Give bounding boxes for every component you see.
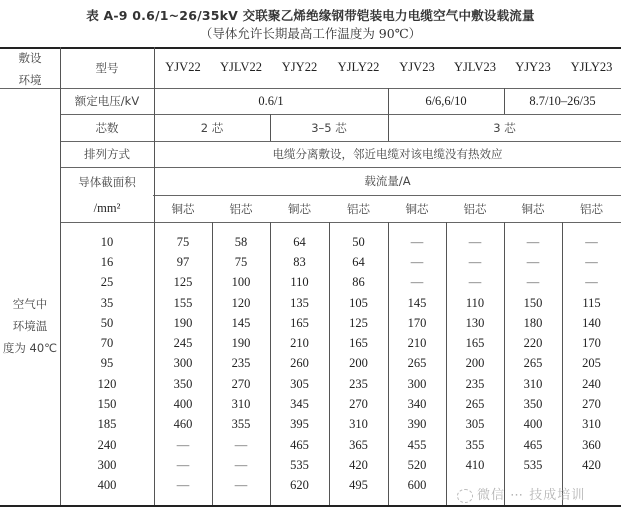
ampacity-value: 165 xyxy=(349,336,368,351)
wechat-icon xyxy=(457,489,473,503)
ampacity-value: 465 xyxy=(290,437,309,452)
ampacity-value: 235 xyxy=(349,376,368,391)
ampacity-value: 340 xyxy=(407,397,427,412)
environment-line: 度为 40℃ xyxy=(2,341,58,355)
arrangement-value: 电缆分离敷设，邻近电缆对该电缆没有热效应 xyxy=(272,147,503,161)
ampacity-value: — xyxy=(410,234,424,249)
laying-environment-header xyxy=(0,47,60,91)
conductor-material: 铝芯 xyxy=(347,201,370,216)
ampacity-value: 265 xyxy=(407,356,427,371)
ampacity-value: 105 xyxy=(349,295,368,310)
ampacity-value: 140 xyxy=(582,315,601,330)
ampacity-value: 345 xyxy=(290,397,309,412)
ampacity-value: 400 xyxy=(173,397,193,412)
ampacity-value: 495 xyxy=(349,478,368,493)
ampacity-value: 265 xyxy=(523,356,543,371)
ampacity-value: 270 xyxy=(349,397,368,412)
ampacity-value: — xyxy=(176,437,190,452)
ampacity-value: 465 xyxy=(523,437,543,452)
ampacity-value: 150 xyxy=(523,295,543,310)
model-name: YJLV22 xyxy=(220,60,262,74)
ampacity-value: 58 xyxy=(234,234,248,249)
ampacity-label: 载流量/A xyxy=(364,174,411,188)
ampacity-value: — xyxy=(585,275,598,290)
ampacity-value: 520 xyxy=(407,457,427,472)
conductor-material: 铜芯 xyxy=(521,201,545,216)
conductor-material: 铝芯 xyxy=(463,201,487,216)
label-line: 导体截面积 xyxy=(78,174,136,189)
conductor-area: 70 xyxy=(100,336,114,351)
ampacity-value: — xyxy=(526,234,540,249)
model-name: YJV23 xyxy=(399,60,435,74)
environment-line: 空气中 xyxy=(12,297,48,311)
ampacity-value: 110 xyxy=(465,295,485,310)
ampacity-value: 310 xyxy=(582,417,601,432)
conductor-area: 95 xyxy=(100,356,114,371)
ampacity-value: 400 xyxy=(523,417,543,432)
ampacity-value: 240 xyxy=(582,376,601,391)
conductor-area: 35 xyxy=(100,295,114,310)
ampacity-value: 535 xyxy=(523,457,543,472)
conductor-area: 25 xyxy=(100,275,114,290)
ampacity-value: 135 xyxy=(290,295,309,310)
rated-voltage-value: 8.7/10–26/35 xyxy=(529,93,596,108)
model-name: YJY23 xyxy=(515,60,551,74)
ampacity-value: 210 xyxy=(290,336,309,351)
ampacity-value: 86 xyxy=(352,275,365,290)
ampacity-value: 120 xyxy=(231,295,251,310)
ampacity-value: 180 xyxy=(523,315,543,330)
ampacity-value: 600 xyxy=(407,478,427,493)
environment-line: 环境温 xyxy=(12,319,48,333)
ampacity-value: 310 xyxy=(523,376,543,391)
ampacity-value: 390 xyxy=(407,417,427,432)
ampacity-value: 270 xyxy=(231,376,251,391)
model-name: YJV22 xyxy=(165,60,201,74)
ampacity-value: 260 xyxy=(290,356,309,371)
ampacity-value: 205 xyxy=(582,356,601,371)
ampacity-value: 220 xyxy=(523,336,543,351)
conductor-area: 16 xyxy=(100,254,114,269)
ampacity-value: 305 xyxy=(290,376,309,391)
ampacity-value: 110 xyxy=(290,275,309,290)
environment-condition xyxy=(0,293,60,359)
cores-value: 2 芯 xyxy=(200,120,224,135)
ampacity-value: 155 xyxy=(173,295,193,310)
ampacity-value: — xyxy=(585,254,598,269)
conductor-area: 300 xyxy=(97,457,117,472)
ampacity-value: 355 xyxy=(231,417,251,432)
model-name: YJLV23 xyxy=(454,60,496,74)
ampacity-value: 460 xyxy=(173,417,193,432)
conductor-material: 铜芯 xyxy=(405,201,429,216)
rated-voltage-value: 0.6/1 xyxy=(258,93,284,108)
ampacity-value: 190 xyxy=(231,336,251,351)
ampacity-value: 310 xyxy=(231,397,251,412)
conductor-area: 185 xyxy=(97,417,117,432)
conductor-material: 铝芯 xyxy=(229,201,253,216)
ampacity-value: 83 xyxy=(293,254,306,269)
grid-line-horizontal xyxy=(0,505,621,507)
header-label-line: 敷设 xyxy=(18,51,42,65)
ampacity-value: 170 xyxy=(407,315,427,330)
ampacity-value: 235 xyxy=(231,356,251,371)
ampacity-value: 300 xyxy=(173,356,193,371)
model-name: YJLY23 xyxy=(570,60,613,74)
ampacity-value: 75 xyxy=(234,254,248,269)
ampacity-value: 64 xyxy=(352,254,365,269)
ampacity-value: — xyxy=(176,457,190,472)
ampacity-value: — xyxy=(234,478,248,493)
ampacity-value: 235 xyxy=(465,376,485,391)
watermark-text: 微信 ⋯ 技成培训 xyxy=(477,488,586,503)
ampacity-value: — xyxy=(468,254,482,269)
ampacity-value: 145 xyxy=(407,295,427,310)
ampacity-value: 75 xyxy=(176,234,190,249)
ampacity-value: 270 xyxy=(582,397,601,412)
conductor-material: 铜芯 xyxy=(288,201,311,216)
ampacity-value: 130 xyxy=(465,315,485,330)
ampacity-value: 310 xyxy=(349,417,368,432)
ampacity-value: 420 xyxy=(349,457,368,472)
conductor-area: 150 xyxy=(97,397,117,412)
ampacity-value: — xyxy=(410,275,424,290)
table-title: 表 A-9 0.6/1~26/35kV 交联聚乙烯绝缘钢带铠装电力电缆空气中敷设载流量 xyxy=(86,8,535,23)
conductor-area: 240 xyxy=(97,437,117,452)
ampacity-value: 200 xyxy=(349,356,368,371)
ampacity-value: 190 xyxy=(173,315,193,330)
ampacity-value: 50 xyxy=(352,234,365,249)
ampacity-value: 165 xyxy=(290,315,309,330)
cores-label: 芯数 xyxy=(95,120,119,135)
ampacity-value: 300 xyxy=(407,376,427,391)
model-name: YJLY22 xyxy=(337,60,380,74)
model-name: YJY22 xyxy=(281,60,318,74)
model-header: 型号 xyxy=(95,60,119,75)
ampacity-value: — xyxy=(468,275,482,290)
ampacity-value: 165 xyxy=(465,336,485,351)
ampacity-value: 365 xyxy=(349,437,368,452)
conductor-material: 铜芯 xyxy=(171,201,195,216)
ampacity-value: 620 xyxy=(290,478,309,493)
ampacity-value: 395 xyxy=(290,417,309,432)
ampacity-value: 145 xyxy=(231,315,251,330)
ampacity-value: 305 xyxy=(465,417,485,432)
conductor-area: 10 xyxy=(100,234,114,249)
conductor-area: 400 xyxy=(97,478,117,493)
ampacity-value: 170 xyxy=(582,336,601,351)
conductor-area: 50 xyxy=(100,315,114,330)
ampacity-value: 125 xyxy=(173,275,193,290)
conductor-area: 120 xyxy=(97,376,117,391)
rated-voltage-value: 6/6,6/10 xyxy=(425,93,467,108)
ampacity-value: — xyxy=(526,275,540,290)
arrangement-label: 排列方式 xyxy=(84,147,130,161)
label-line: /mm² xyxy=(93,200,121,215)
ampacity-value: 420 xyxy=(582,457,601,472)
ampacity-value: — xyxy=(410,254,424,269)
cores-value: 3–5 芯 xyxy=(311,120,347,135)
conductor-section-label xyxy=(60,167,154,222)
ampacity-value: 535 xyxy=(290,457,309,472)
ampacity-value: — xyxy=(234,437,248,452)
grid-line-horizontal xyxy=(60,222,154,223)
ampacity-value: 455 xyxy=(407,437,427,452)
ampacity-value: 210 xyxy=(407,336,427,351)
ampacity-value: 410 xyxy=(465,457,485,472)
ampacity-value: — xyxy=(468,234,482,249)
ampacity-value: 360 xyxy=(582,437,601,452)
ampacity-value: 200 xyxy=(465,356,485,371)
ampacity-value: — xyxy=(234,457,248,472)
ampacity-value: — xyxy=(526,254,540,269)
ampacity-value: 115 xyxy=(582,295,601,310)
ampacity-value: 97 xyxy=(176,254,190,269)
ampacity-value: 350 xyxy=(523,397,543,412)
ampacity-value: 265 xyxy=(465,397,485,412)
ampacity-value: 100 xyxy=(231,275,251,290)
conductor-material: 铝芯 xyxy=(580,201,603,216)
ampacity-value: 245 xyxy=(173,336,193,351)
ampacity-value: — xyxy=(176,478,190,493)
table-subtitle: （导体允许长期最高工作温度为 90℃） xyxy=(199,26,422,41)
cores-value: 3 芯 xyxy=(493,120,516,135)
header-label-line: 环境 xyxy=(18,73,42,87)
ampacity-value: 355 xyxy=(465,437,485,452)
ampacity-value: — xyxy=(585,234,598,249)
rated-voltage-label: 额定电压/kV xyxy=(74,94,140,108)
ampacity-value: 64 xyxy=(293,234,306,249)
ampacity-value: 125 xyxy=(349,315,368,330)
watermark xyxy=(457,484,585,503)
ampacity-value: 350 xyxy=(173,376,193,391)
